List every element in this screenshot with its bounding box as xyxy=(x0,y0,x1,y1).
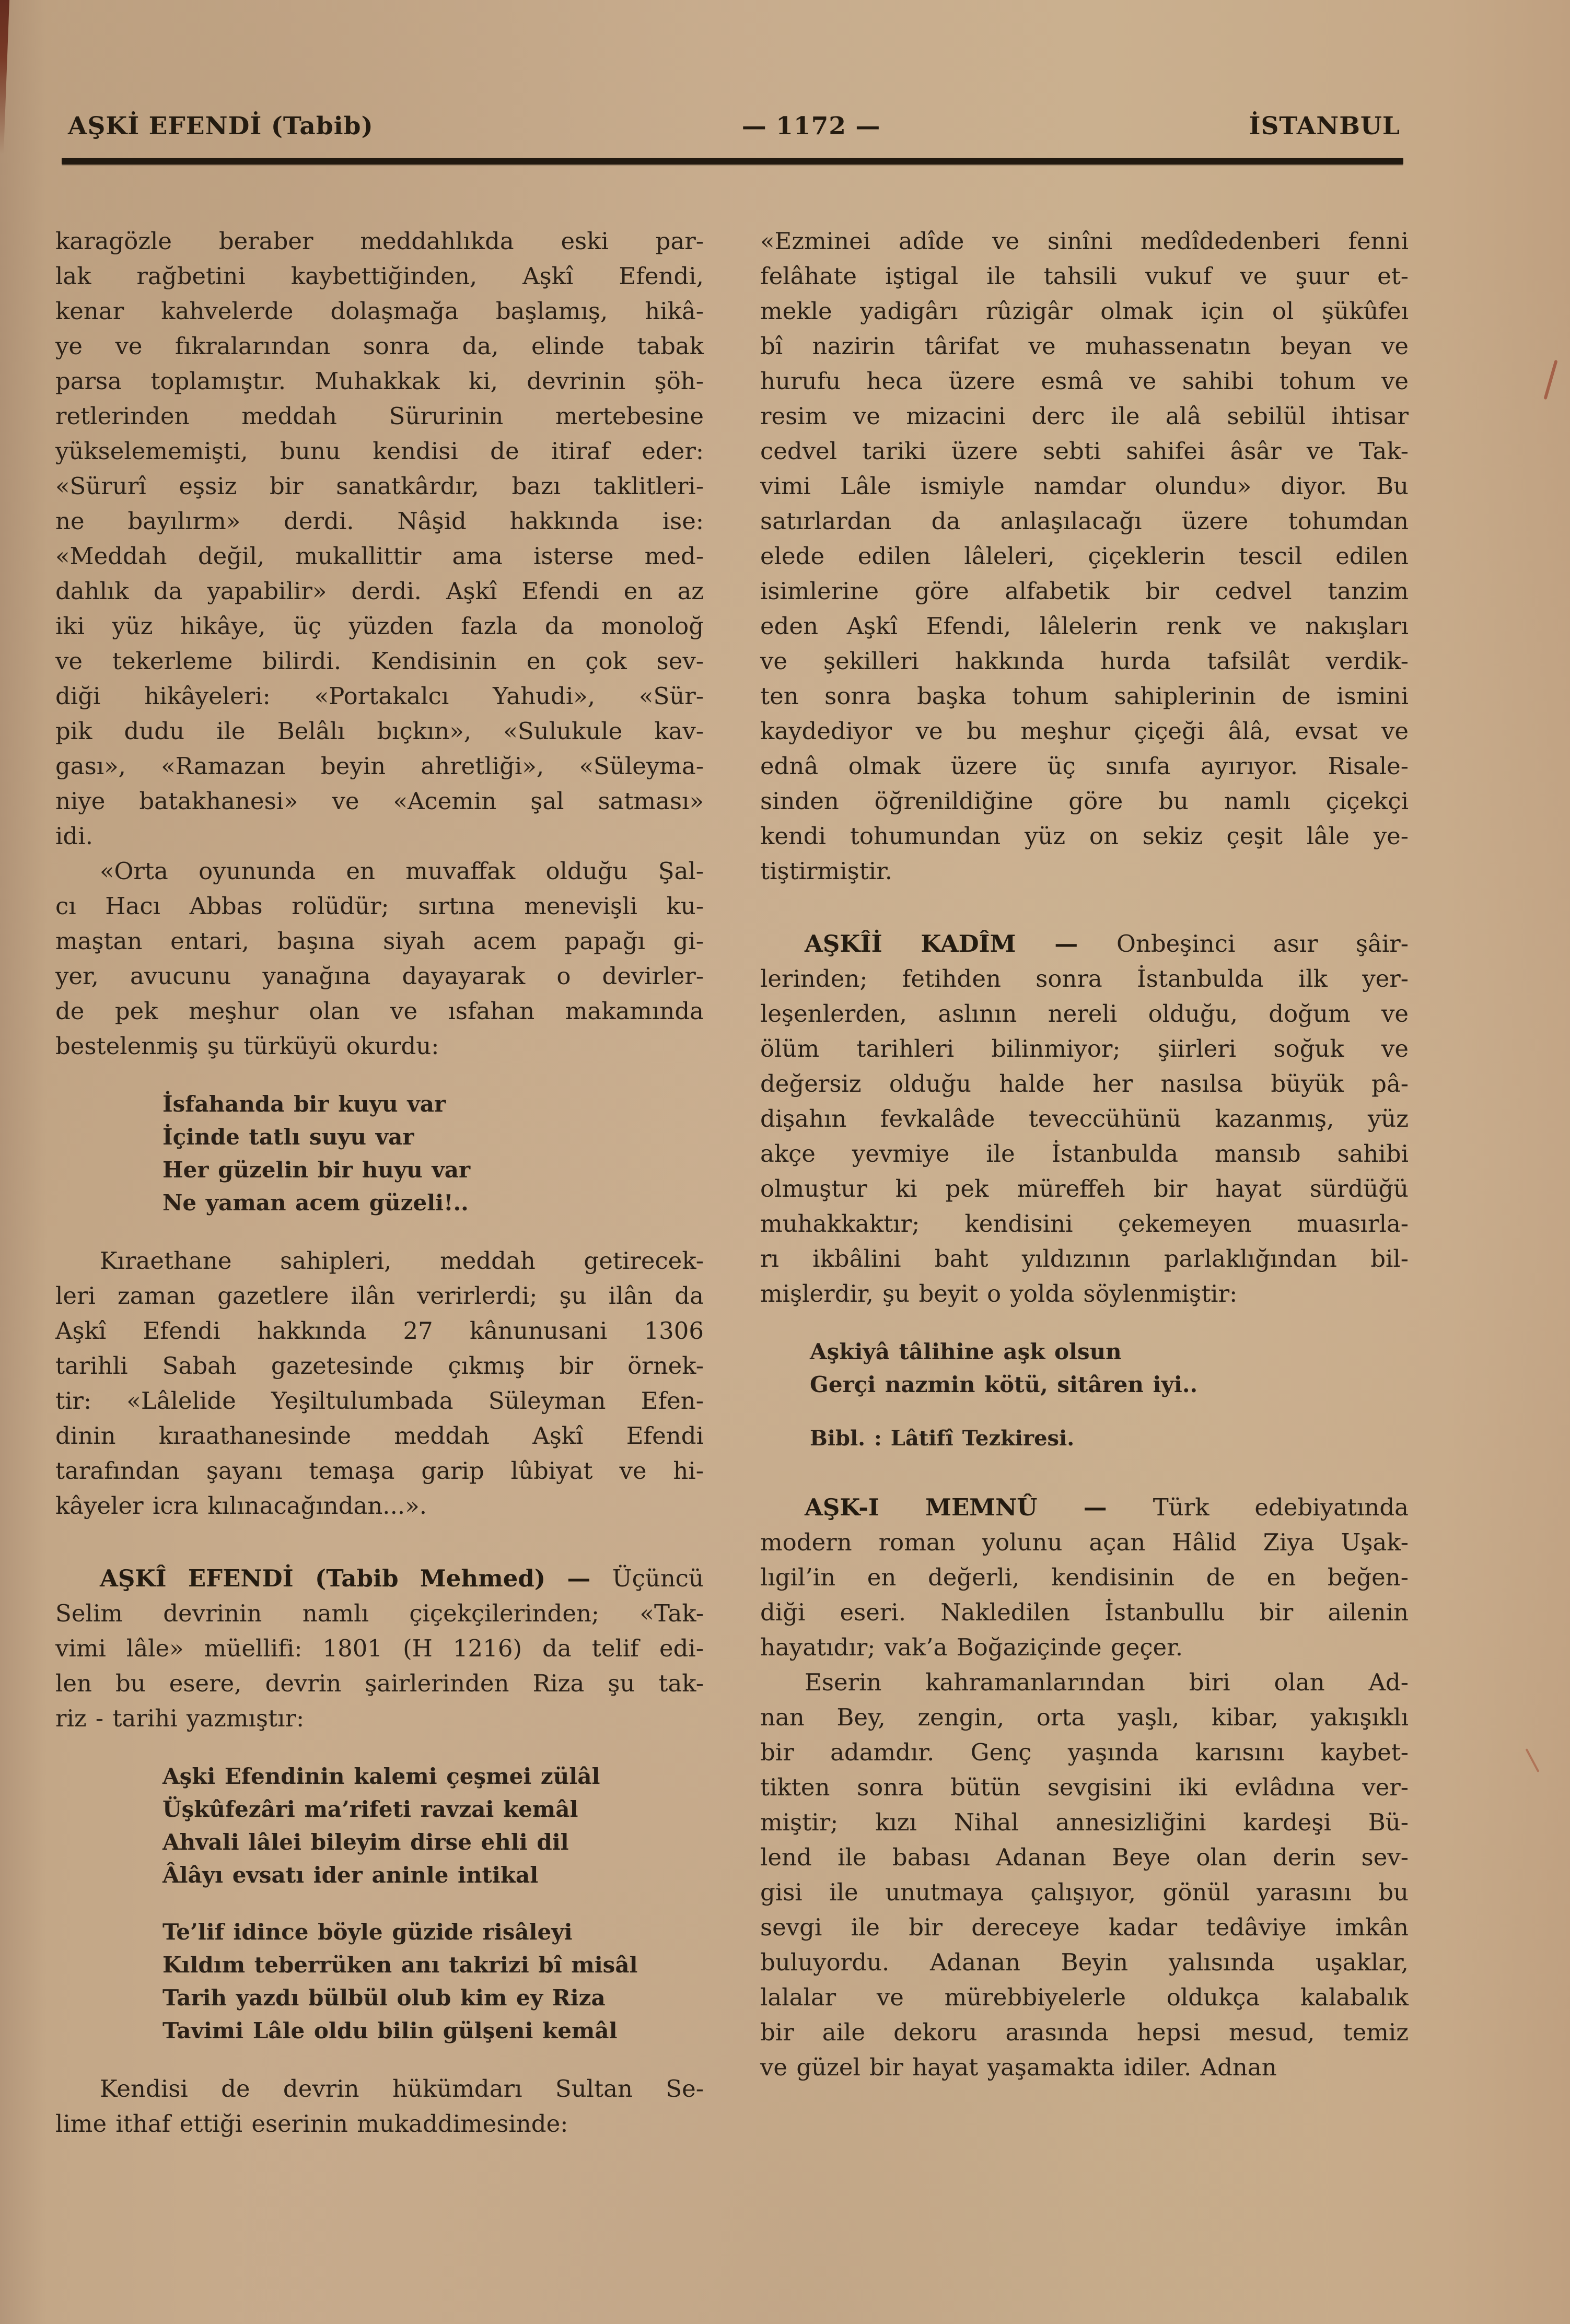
text-line: len bu esere, devrin şairlerinden Riza şu tak- xyxy=(55,1669,704,1697)
entry-paragraph xyxy=(760,926,1409,1311)
paragraph xyxy=(55,1243,704,1523)
text-line: diği hikâyeleri: «Portakalcı Yahudi», «Sür- xyxy=(55,682,704,710)
text-line: kaydediyor ve bu meşhur çiçeği âlâ, evsat ve xyxy=(760,717,1409,745)
text-line: «Orta oyununda en muvaffak olduğu Şal- xyxy=(100,857,704,885)
bibliography-note xyxy=(810,1425,1409,1452)
text-column-left xyxy=(55,224,704,2141)
text-line: Üşkûfezâri ma’rifeti ravzai kemâl xyxy=(162,1796,578,1822)
text-line: dahlık da yapabilir» derdi. Aşkî Efendi en az xyxy=(55,577,704,605)
text-line: tarafından şayanı temaşa garip lûbiyat ve hi- xyxy=(55,1457,704,1485)
text-line: ve şekilleri hakkında hurda tafsilât verdik- xyxy=(760,647,1409,675)
text-line xyxy=(760,1490,1409,1525)
paragraph xyxy=(55,224,704,854)
text-line: tarihli Sabah gazetesinde çıkmış bir örnek- xyxy=(55,1352,704,1380)
text-line: Aşkî Efendi hakkında 27 kânunusani 1306 xyxy=(55,1317,704,1345)
text-line: iki yüz hikâye, üç yüzden fazla da monoloğ xyxy=(55,612,704,640)
verse-block xyxy=(162,1760,704,1891)
text-line: ten sonra başka tohum sahiplerinin de ismini xyxy=(760,682,1409,710)
text-line xyxy=(760,926,1409,961)
text-line: bir aile dekoru arasında hepsi mesud, temiz xyxy=(760,2018,1409,2046)
text-line: dişahın fevkalâde teveccühünü kazanmış, yüz xyxy=(760,1105,1409,1132)
text-line: pik dudu ile Belâlı bıçkın», «Sulukule kav- xyxy=(55,717,704,745)
scan-edge-artifact xyxy=(0,0,9,162)
text-line: Tarih yazdı bülbül olub kim ey Riza xyxy=(162,1985,606,2011)
text-line: cedvel tariki üzere sebti sahifei âsâr ve Tak- xyxy=(760,437,1409,465)
text-line: diği eseri. Nakledilen İstanbullu bir ailenin xyxy=(760,1598,1409,1626)
header-rule xyxy=(62,158,1403,165)
page-edge-mark xyxy=(1525,1748,1539,1772)
text-line: gası», «Ramazan beyin ahretliği», «Süleyma- xyxy=(55,752,704,780)
text-line: bî nazirin târifat ve muhassenatın beyan ve xyxy=(760,332,1409,360)
text-line: lime ithaf ettiği eserinin mukaddimesinde: xyxy=(55,2110,568,2138)
running-head-right: İSTANBUL xyxy=(1249,112,1400,141)
running-head-left: AŞKİ EFENDİ (Tabib) xyxy=(68,112,374,141)
page-edge-mark xyxy=(1543,360,1557,400)
text-line: hurufu heca üzere esmâ ve sahibi tohum ve xyxy=(760,367,1409,395)
two-column-text xyxy=(55,224,1409,2141)
text-line: lıgil’in en değerli, kendisinin de en beğen- xyxy=(760,1563,1409,1591)
text-line: isimlerine göre alfabetik bir cedvel tanzim xyxy=(760,577,1409,605)
paragraph xyxy=(55,854,704,1064)
text-line: Selim devrinin namlı çiçekçilerinden; «Tak- xyxy=(55,1599,704,1627)
text-line: vimi lâle» müellifi: 1801 (H 1216) da telif edi- xyxy=(55,1634,704,1662)
text-line: idi. xyxy=(55,822,93,850)
entry-title: AŞK-I MEMNÛ — xyxy=(805,1493,1153,1521)
text-line: Bibl. : Lâtifî Tezkiresi. xyxy=(810,1426,1075,1451)
entry-title: AŞKÎ EFENDİ (Tabib Mehmed) — xyxy=(100,1564,612,1592)
text-line: mekle yadigârı rûzigâr olmak için ol şükûfeı xyxy=(760,297,1409,325)
text-line: modern roman yolunu açan Hâlid Ziya Uşak- xyxy=(760,1528,1409,1556)
text-line: eden Aşkî Efendi, lâlelerin renk ve nakışları xyxy=(760,612,1409,640)
paragraph xyxy=(760,1665,1409,2085)
text-line: ve tekerleme bilirdi. Kendisinin en çok sev- xyxy=(55,647,704,675)
text-line: gisi ile unutmaya çalışıyor, gönül yarasını bu xyxy=(760,1878,1409,1906)
text-line: retlerinden meddah Sürurinin mertebesine xyxy=(55,402,704,430)
text-line: kendi tohumundan yüz on sekiz çeşit lâle ye- xyxy=(760,822,1409,850)
text-line: sevgi ile bir dereceye kadar tedâviye imkân xyxy=(760,1913,1409,1941)
text-line: niye batakhanesi» ve «Acemin şal satması» xyxy=(55,787,704,815)
text-line: miştir; kızı Nihal annesizliğini kardeşi Bü- xyxy=(760,1808,1409,1836)
entry-paragraph xyxy=(760,1490,1409,1665)
text-line: kâyeler icra kılınacağından...». xyxy=(55,1492,427,1520)
text-line: tir: «Lâlelide Yeşiltulumbada Süleyman Efen- xyxy=(55,1387,704,1415)
text-line: Kendisi de devrin hükümdarı Sultan Se- xyxy=(100,2075,704,2103)
text-line: maştan entari, başına siyah acem papağı gi- xyxy=(55,927,704,955)
text-line: yükselememişti, bunu kendisi de itiraf eder: xyxy=(55,437,704,465)
text-line: mişlerdir, şu beyit o yolda söylenmiştir: xyxy=(760,1280,1238,1307)
text-line: lak rağbetini kaybettiğinden, Aşkî Efendi, xyxy=(55,262,704,290)
text-line: muhakkaktır; kendisini çekemeyen muasırla- xyxy=(760,1210,1409,1237)
text-line: kenar kahvelerde dolaşmağa başlamış, hikâ- xyxy=(55,297,704,325)
text-line: cı Hacı Abbas rolüdür; sırtına menevişli ku- xyxy=(55,892,704,920)
text-line: Gerçi nazmin kötü, sitâren iyi.. xyxy=(810,1372,1198,1397)
text-line: Aşki Efendinin kalemi çeşmei zülâl xyxy=(162,1764,600,1789)
text-line: yer, avucunu yanağına dayayarak o devirler- xyxy=(55,962,704,990)
text-line: Her güzelin bir huyu var xyxy=(162,1157,471,1183)
text-line: ye ve fıkralarından sonra da, elinde tabak xyxy=(55,332,704,360)
text-line: lalalar ve mürebbiyelerle oldukça kalabalık xyxy=(760,1983,1409,2011)
entry-first-line-rest: Onbeşinci asır şâir- xyxy=(1116,930,1409,957)
text-line: leri zaman gazetlere ilân verirlerdi; şu ilân da xyxy=(55,1282,704,1310)
text-line: felâhate iştigal ile tahsili vukuf ve şuur et- xyxy=(760,262,1409,290)
text-line: Ahvali lâlei bileyim dirse ehli dil xyxy=(162,1829,569,1855)
text-line: rı ikbâlini baht yıldızının parlaklığından bil- xyxy=(760,1245,1409,1272)
text-line: İsfahanda bir kuyu var xyxy=(162,1091,446,1117)
text-line: ölüm tarihleri bilinmiyor; şiirleri soğuk ve xyxy=(760,1035,1409,1062)
entry-paragraph xyxy=(55,1561,704,1736)
text-line: tiştirmiştir. xyxy=(760,857,893,885)
text-line: bestelenmiş şu türküyü okurdu: xyxy=(55,1032,439,1060)
text-line: olmuştur ki pek müreffeh bir hayat sürdüğü xyxy=(760,1175,1409,1202)
page-number: — 1172 — xyxy=(741,112,881,141)
text-line: Âlâyı evsatı ider aninle intikal xyxy=(162,1862,539,1888)
text-line: akçe yevmiye ile İstanbulda mansıb sahibi xyxy=(760,1140,1409,1167)
text-line: riz - tarihi yazmıştır: xyxy=(55,1704,305,1732)
text-line: parsa toplamıştır. Muhakkak ki, devrinin şöh- xyxy=(55,367,704,395)
text-line: Kıraethane sahipleri, meddah getirecek- xyxy=(100,1247,704,1275)
entry-first-line-rest: Üçüncü xyxy=(612,1564,704,1592)
text-line: lerinden; fetihden sonra İstanbulda ilk yer- xyxy=(760,965,1409,992)
entry-first-line-rest: Türk edebiyatında xyxy=(1153,1493,1409,1521)
text-line: Eserin kahramanlarından biri olan Ad- xyxy=(805,1668,1409,1696)
text-line: «Sürurî eşsiz bir sanatkârdır, bazı taklitleri- xyxy=(55,472,704,500)
text-line: nan Bey, zengin, orta yaşlı, kibar, yakışıklı xyxy=(760,1703,1409,1731)
text-line: değersiz olduğu halde her nasılsa büyük pâ- xyxy=(760,1070,1409,1097)
text-line: bir adamdır. Genç yaşında karısını kaybet- xyxy=(760,1738,1409,1766)
verse-block xyxy=(162,1916,704,2047)
text-line: İçinde tatlı suyu var xyxy=(162,1124,414,1150)
text-column-right xyxy=(760,224,1409,2141)
text-line: vimi Lâle ismiyle namdar olundu» diyor. Bu xyxy=(760,472,1409,500)
entry-title: AŞKÎİ KADÎM — xyxy=(805,930,1117,957)
text-line: elede edilen lâleleri, çiçeklerin tescil edilen xyxy=(760,542,1409,570)
text-line: Te’lif idince böyle güzide risâleyi xyxy=(162,1919,573,1945)
text-line: Tavimi Lâle oldu bilin gülşeni kemâl xyxy=(162,2018,618,2043)
text-line: sinden öğrenildiğine göre bu namlı çiçekçi xyxy=(760,787,1409,815)
running-header xyxy=(68,112,1400,141)
paragraph xyxy=(55,2071,704,2141)
text-line: resim ve mizacini derc ile alâ sebilül ihtisar xyxy=(760,402,1409,430)
text-line: satırlardan da anlaşılacağı üzere tohumdan xyxy=(760,507,1409,535)
verse-block xyxy=(810,1335,1409,1401)
text-line: dinin kıraathanesinde meddah Aşkî Efendi xyxy=(55,1422,704,1450)
text-line: hayatıdır; vak’a Boğaziçinde geçer. xyxy=(760,1633,1183,1661)
text-line: ve güzel bir hayat yaşamakta idiler. Adnan xyxy=(760,2053,1277,2081)
paragraph xyxy=(760,224,1409,889)
text-line xyxy=(55,1561,704,1596)
text-line: karagözle beraber meddahlıkda eski par- xyxy=(55,227,704,255)
text-line: leşenlerden, aslının nereli olduğu, doğum ve xyxy=(760,1000,1409,1027)
text-line: Ne yaman acem güzeli!.. xyxy=(162,1190,469,1216)
text-line: buluyordu. Adanan Beyin yalısında uşaklar, xyxy=(760,1948,1409,1976)
text-line: «Ezminei adîde ve sinîni medîdedenberi fenni xyxy=(760,227,1409,255)
text-line: de pek meşhur olan ve ısfahan makamında xyxy=(55,997,704,1025)
text-line: tikten sonra bütün sevgisini iki evlâdına ver- xyxy=(760,1773,1409,1801)
text-line: ne bayılırm» derdi. Nâşid hakkında ise: xyxy=(55,507,704,535)
text-line: lend ile babası Adanan Beye olan derin sev- xyxy=(760,1843,1409,1871)
text-line: Aşkiyâ tâlihine aşk olsun xyxy=(810,1339,1122,1364)
text-line: «Meddah değil, mukallittir ama isterse med- xyxy=(55,542,704,570)
text-line: Kıldım teberrüken anı takrizi bî misâl xyxy=(162,1952,638,1978)
text-line: ednâ olmak üzere üç sınıfa ayırıyor. Risale- xyxy=(760,752,1409,780)
verse-block xyxy=(162,1088,704,1219)
